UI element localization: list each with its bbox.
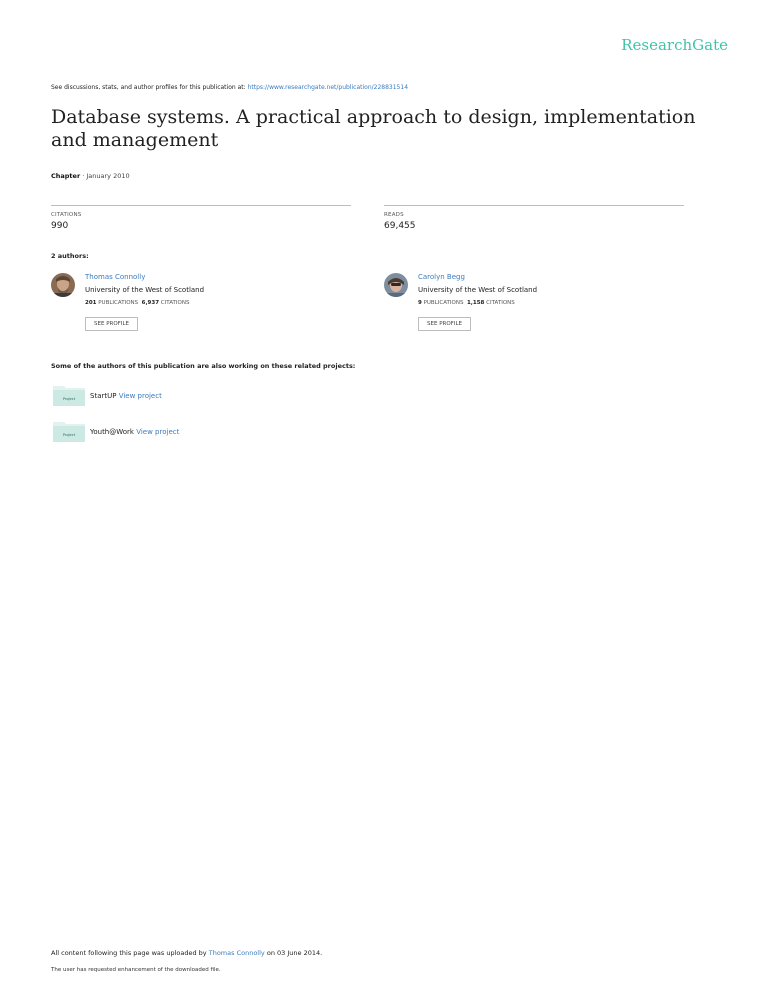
project-item: [90, 392, 162, 400]
see-profile-button[interactable]: SEE PROFILE: [85, 317, 138, 331]
folder-label: Project: [62, 433, 76, 437]
avatar[interactable]: [51, 273, 75, 297]
publication-meta: [51, 172, 130, 180]
project-folder-icon: [53, 420, 85, 442]
author-stats: [418, 300, 515, 306]
citations-label: CITATIONS: [160, 300, 190, 306]
uploader-link[interactable]: Thomas Connolly: [208, 949, 265, 957]
project-item: [90, 428, 179, 436]
authors-heading: 2 authors:: [51, 252, 89, 260]
view-project-link[interactable]: View project: [118, 392, 162, 400]
author-affiliation: University of the West of Scotland: [418, 286, 538, 294]
divider-left: [51, 205, 351, 206]
author-name[interactable]: Thomas Connolly: [85, 273, 146, 281]
enhancement-notice: The user has requested enhancement of the downloaded file.: [51, 967, 221, 973]
researchgate-logo[interactable]: ResearchGate: [621, 36, 728, 54]
view-project-link[interactable]: View project: [136, 428, 180, 436]
publications-count: 201: [85, 300, 97, 306]
discussion-prefix: See discussions, stats, and author profiles for this publication at:: [51, 84, 246, 91]
project-folder-icon: [53, 384, 85, 406]
citations-value: 990: [51, 221, 69, 231]
author-stats: [85, 300, 189, 306]
project-name: StartUP: [90, 392, 117, 400]
citations-count: 1,158: [466, 300, 485, 306]
publications-count: 9: [418, 300, 422, 306]
avatar[interactable]: [384, 273, 408, 297]
author-name[interactable]: Carolyn Begg: [418, 273, 465, 281]
folder-label: Project: [62, 397, 76, 401]
publications-label: PUBLICATIONS: [98, 300, 139, 306]
see-profile-button[interactable]: SEE PROFILE: [418, 317, 471, 331]
reads-value: 69,455: [384, 221, 416, 231]
discussion-line: [51, 84, 408, 91]
citations-label: CITATIONS: [51, 212, 82, 218]
citations-count: 6,937: [141, 300, 160, 306]
upload-prefix: All content following this page was uploaded by: [51, 949, 207, 957]
publication-title: Database systems. A practical approach to design, implementation and management: [51, 106, 696, 151]
author-affiliation: University of the West of Scotland: [85, 286, 205, 294]
publication-link[interactable]: https://www.researchgate.net/publication/228831514: [247, 84, 409, 91]
projects-heading: Some of the authors of this publication are also working on these related projects:: [51, 362, 356, 370]
upload-suffix: on 03 June 2014.: [266, 949, 323, 957]
citations-label: CITATIONS: [486, 300, 515, 306]
divider-right: [384, 205, 684, 206]
reads-label: READS: [384, 212, 404, 218]
project-name: Youth@Work: [90, 428, 134, 436]
publication-date: · January 2010: [82, 172, 130, 180]
upload-notice: [51, 949, 322, 957]
publication-type: Chapter: [51, 172, 81, 180]
publications-label: PUBLICATIONS: [423, 300, 464, 306]
